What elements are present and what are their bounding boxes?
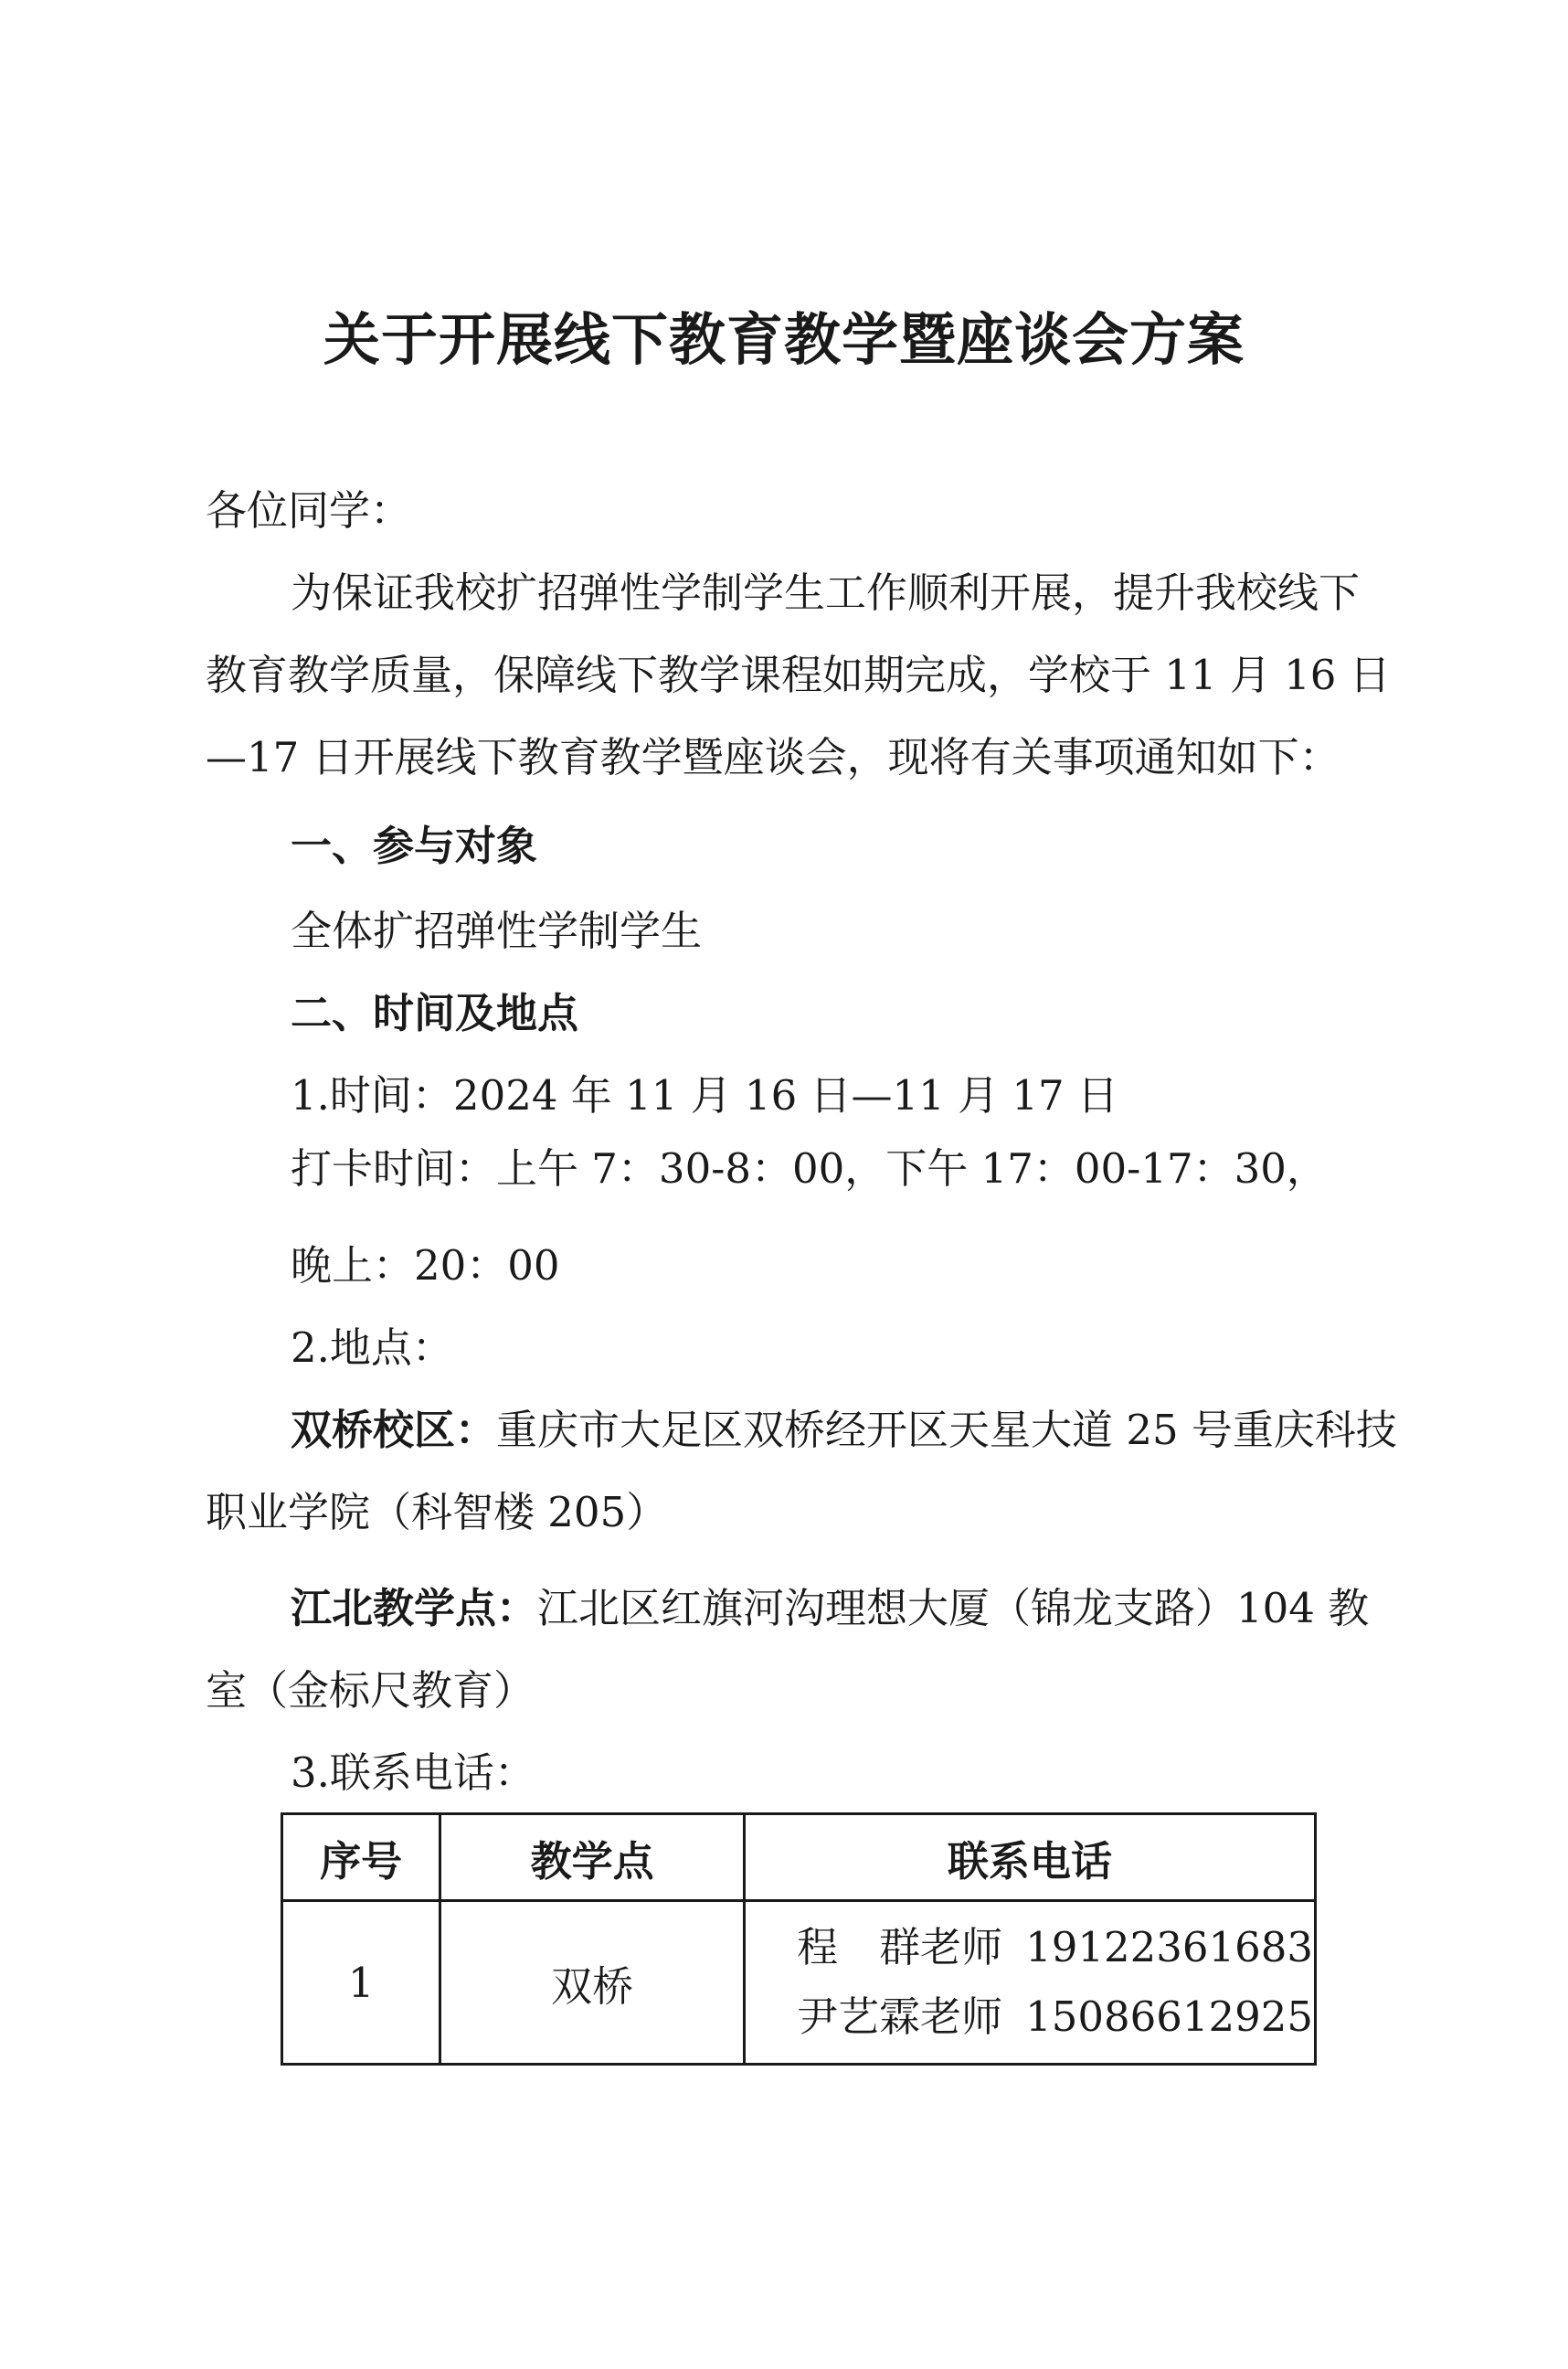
header-phone: 联系电话 <box>745 1814 1316 1901</box>
section-1-content: 全体扩招弹性学制学生 <box>291 907 703 955</box>
evening-line: 晚上：20：00 <box>291 1241 560 1290</box>
place-label: 2.地点： <box>291 1323 453 1372</box>
contact-1-phone: 19122361683 <box>1025 1923 1313 1971</box>
contact-2-name: 尹艺霖老师 <box>797 1992 1003 2041</box>
intro-line-3: —17 日开展线下教育教学暨座谈会，现将有关事项通知如下： <box>206 733 1340 781</box>
time-line: 1.时间：2024 年 11 月 16 日—11 月 17 日 <box>291 1071 1118 1120</box>
document-title: 关于开展线下教育教学暨座谈会方案 <box>323 306 1245 373</box>
contact-2-phone: 15086612925 <box>1025 1992 1313 2041</box>
contact-1-name-a: 程 <box>797 1923 839 1971</box>
section-1-heading: 一、参与对象 <box>291 822 538 870</box>
campus-2-address-cont: 室（金标尺教育） <box>206 1666 535 1715</box>
table-header-row <box>282 1814 1316 1901</box>
row-contacts <box>745 1901 1316 2065</box>
table-row <box>282 1901 1316 2065</box>
contact-table <box>281 1812 1317 2066</box>
row-site: 双桥 <box>440 1901 745 2065</box>
campus-1-address-cont: 职业学院（科智楼 205） <box>206 1488 668 1536</box>
header-site: 教学点 <box>440 1814 745 1901</box>
campus-2-name: 江北教学点： <box>291 1584 538 1632</box>
intro-line-1: 为保证我校扩招弹性学制学生工作顺利开展，提升我校线下 <box>291 568 1361 617</box>
contact-line-1 <box>797 1923 1313 1972</box>
campus-1-name: 双桥校区： <box>291 1406 497 1454</box>
contact-1-name-b: 群老师 <box>879 1923 1003 1971</box>
campus-2-address: 江北区红旗河沟理想大厦（锦龙支路）104 教 <box>537 1584 1370 1632</box>
campus-1-line <box>291 1406 1397 1455</box>
row-index: 1 <box>282 1901 440 2065</box>
intro-line-2: 教育教学质量，保障线下教学课程如期完成，学校于 11 月 16 日 <box>206 651 1391 699</box>
contact-label: 3.联系电话： <box>291 1748 535 1797</box>
campus-1-address: 重庆市大足区双桥经开区天星大道 25 号重庆科技 <box>496 1406 1397 1454</box>
campus-2-line <box>291 1584 1369 1633</box>
salutation: 各位同学： <box>206 486 412 535</box>
contact-1-name <box>797 1923 1025 1972</box>
checkin-line: 打卡时间：上午 7：30-8：00，下午 17：00-17：30， <box>291 1144 1328 1193</box>
section-2-heading: 二、时间及地点 <box>291 989 579 1037</box>
contact-line-2 <box>797 1992 1313 2042</box>
header-index: 序号 <box>282 1814 440 1901</box>
